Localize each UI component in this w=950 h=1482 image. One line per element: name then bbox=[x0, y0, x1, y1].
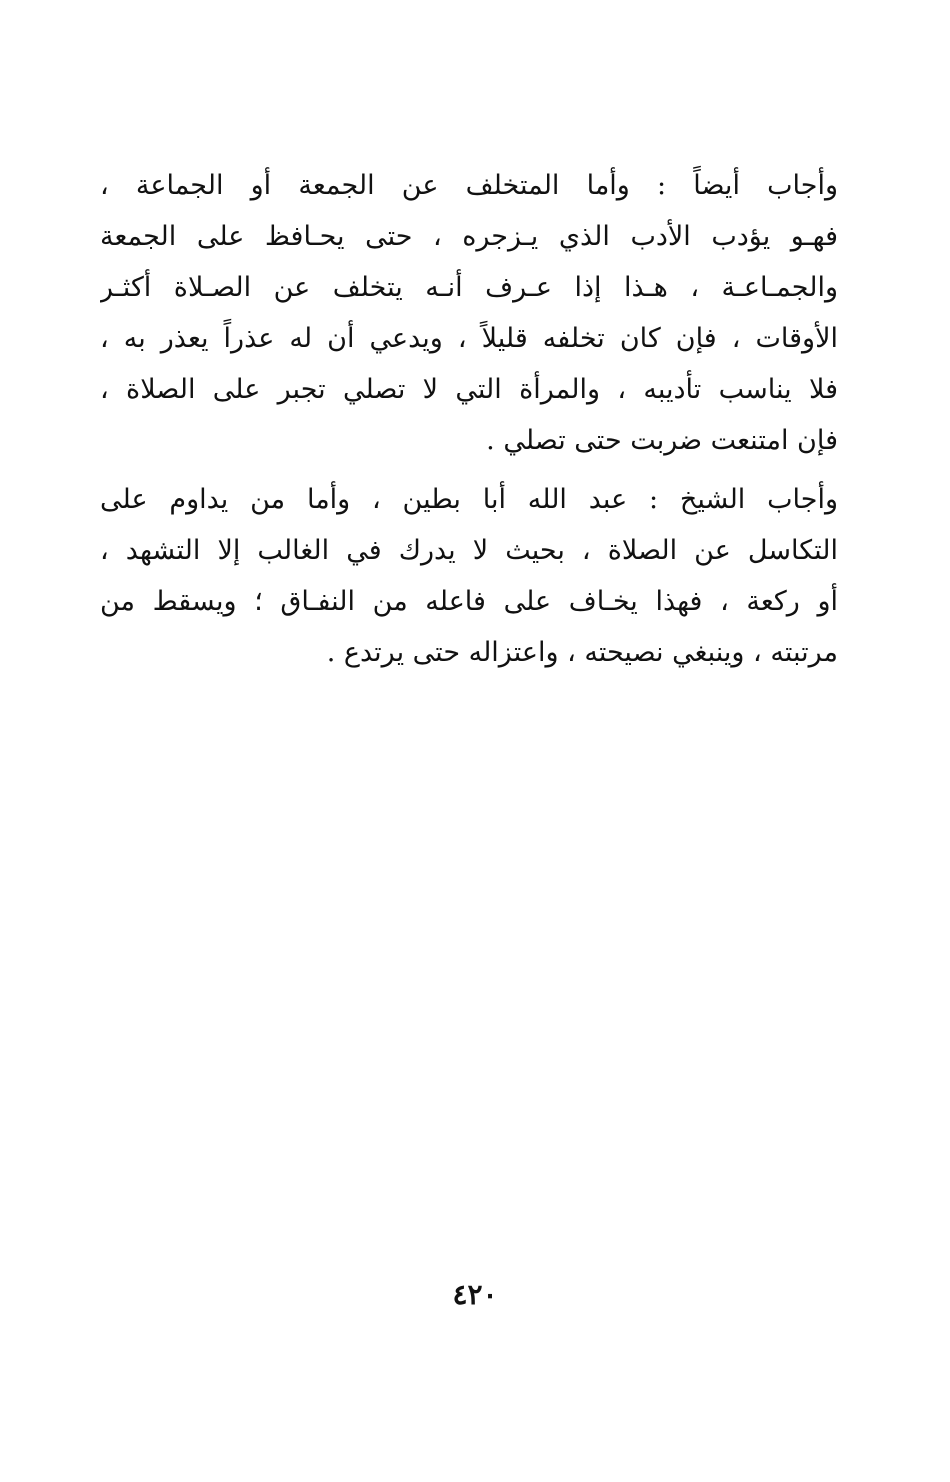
text-line: فهـو يؤدب الأدب الذي يـزجره ، حتى يحـافظ على الجمعة bbox=[100, 221, 838, 252]
text-line: فإن امتنعت ضربت حتى تصلي . bbox=[486, 425, 838, 456]
text-line: الأوقات ، فإن كان تخلفه قليلاً ، ويدعي أن له عذراً يعذر به ، bbox=[100, 323, 838, 354]
text-line: مرتبته ، وينبغي نصيحته ، واعتزاله حتى يرتدع . bbox=[326, 637, 838, 668]
text-line: التكاسل عن الصلاة ، بحيث لا يدرك في الغالب إلا التشهد ، bbox=[100, 535, 838, 566]
text-line: أو ركعة ، فهذا يخـاف على فاعله من النفـاق ؛ ويسقط من bbox=[100, 586, 838, 617]
page-number: ٤٢٠ bbox=[452, 1278, 498, 1311]
paragraph-1 bbox=[100, 160, 838, 466]
text-line: فلا يناسب تأديبه ، والمرأة التي لا تصلي تجبر على الصلاة ، bbox=[100, 374, 838, 405]
text-line: والجمـاعـة ، هـذا إذا عـرف أنـه يتخلف عن الصـلاة أكثـر bbox=[100, 272, 838, 303]
text-line: وأجاب الشيخ : عبد الله أبا بطين ، وأما من يداوم على bbox=[100, 484, 838, 515]
paragraph-2 bbox=[100, 474, 838, 678]
text-line: وأجاب أيضاً : وأما المتخلف عن الجمعة أو الجماعة ، bbox=[100, 170, 838, 201]
